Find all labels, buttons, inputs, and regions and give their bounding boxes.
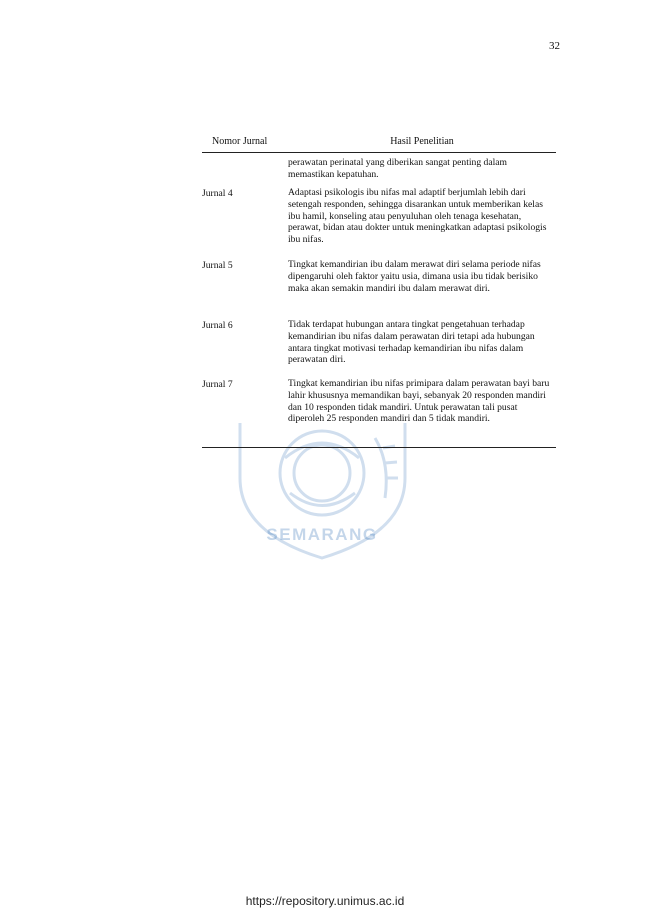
table-row [202, 259, 556, 319]
header-journal: Nomor Jurnal [212, 135, 268, 147]
journal-cell [202, 157, 288, 181]
table-row [202, 181, 556, 259]
table-row [202, 153, 556, 181]
journal-cell: Jurnal 4 [202, 188, 233, 199]
results-table [202, 130, 556, 448]
result-cell: Tingkat kemandirian ibu dalam merawat diri selama periode nifas dipengaruhi oleh faktor yaitu usia, dimana usia ibu tidak berisiko maka akan semakin mandiri ibu dalam merawat diri. [288, 259, 541, 294]
page-number: 32 [549, 40, 560, 52]
table-row [202, 378, 556, 447]
table-row [202, 319, 556, 378]
table-header [202, 130, 556, 153]
table-bottom-rule [202, 447, 556, 448]
journal-cell: Jurnal 5 [202, 260, 233, 271]
watermark-text: SEMARANG [266, 525, 378, 544]
result-cell: Tidak terdapat hubungan antara tingkat pengetahuan terhadap kemandirian ibu nifas dalam perawatan diri tetapi ada hubungan antara tingkat motivasi terhadap kemandirian ibu nifas dalam perawatan diri. [288, 319, 535, 366]
footer-url: https://repository.unimus.ac.id [245, 894, 405, 908]
result-cell: Adaptasi psikologis ibu nifas mal adaptif berjumlah lebih dari setengah responden, sehingga disarankan untuk memberikan kelas ibu hamil, konseling atau penyuluhan oleh tenaga kesehatan, perawat, bidan atau dokter untuk meningkatkan adaptasi psikologis ibu nifas. [288, 187, 547, 246]
journal-cell: Jurnal 7 [202, 379, 233, 390]
header-result: Hasil Penelitian [390, 135, 454, 147]
result-cell: Tingkat kemandirian ibu nifas primipara dalam perawatan bayi baru lahir khususnya memandikan bayi, sebanyak 20 responden mandiri dan 10 responden tidak mandiri. Untuk perawatan tali pusat diperoleh 25 responden mandiri dan 5 tidak mandiri. [288, 378, 550, 425]
journal-cell: Jurnal 6 [202, 320, 233, 331]
result-cell: perawatan perinatal yang diberikan sangat penting dalam memastikan kepatuhan. [288, 157, 507, 180]
